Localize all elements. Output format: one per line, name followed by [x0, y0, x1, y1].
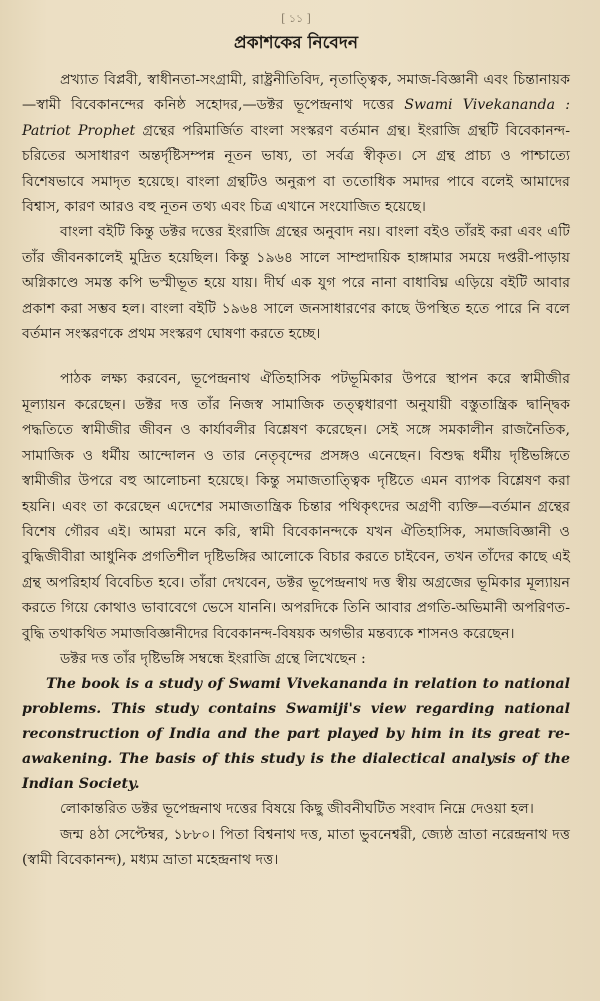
page-number: [ ১১ ]	[281, 12, 311, 25]
paragraph-intro-part1: প্রখ্যাত বিপ্লবী, স্বাধীনতা-সংগ্রামী, রাষ্ট্রনীতিবিদ, নৃতাত্ত্বিক, সমাজ-বিজ্ঞানী এবং চিন্তানায়ক—স্বামী বিবেকানন্দের কনিষ্ঠ সহোদর,—ডক্টর ভূপেন্দ্রনাথ দত্তের	[22, 72, 570, 114]
quote-intro-line: ডক্টর দত্ত তাঁর দৃষ্টিভঙ্গি সম্বন্ধে ইংরাজি গ্রন্থে লিখেছেন :	[60, 650, 366, 667]
paragraph-bengali-edition: বাংলা বইটি কিন্তু ডক্টর দত্তের ইংরাজি গ্রন্থের অনুবাদ নয়। বাংলা বইও তাঁরই করা এবং এটি তাঁর জীবনকালেই মুদ্রিত হয়েছিল। কিন্তু ১৯৬৪ সালে সাম্প্রদায়িক হাঙ্গামার সময়ে দপ্তরী-পাড়ায় অগ্নিকাণ্ডে সমস্ত কপি ভস্মীভূত হয়ে যায়। দীর্ঘ এক যুগ পরে নানা বাধাবিঘ্ন এড়িয়ে বইটি আবার প্রকাশ করা সম্ভব হল। বাংলা বইটি ১৯৬৪ সালে জনসাধারণের কাছে উপস্থিত হতে পারে নি বলে বর্তমান সংস্করণকে প্রথম সংস্করণ ঘোষণা করতে হচ্ছে।	[22, 224, 570, 343]
book-title-english: Swami Vivekananda : Patriot Prophet	[22, 97, 570, 139]
paragraph-biography-intro: লোকান্তরিত ডক্টর ভূপেন্দ্রনাথ দত্তের বিষয়ে কিছু জীবনীঘটিত সংবাদ নিম্নে দেওয়া হল।	[60, 801, 534, 818]
paragraph-gap	[22, 347, 570, 367]
paragraph-birth-details: জন্ম ৪ঠা সেপ্টেম্বর, ১৮৮০। পিতা বিশ্বনাথ দত্ত, মাতা ভুবনেশ্বরী, জ্যেষ্ঠ ভ্রাতা নরেন্দ্রনাথ দত্ত (স্বামী বিবেকানন্দ), মধ্যম ভ্রাতা মহেন্দ্রনাথ দত্ত।	[22, 826, 570, 869]
paragraph-intro	[22, 68, 570, 220]
paragraph-assessment: পাঠক লক্ষ্য করবেন, ভূপেন্দ্রনাথ ঐতিহাসিক পটভূমিকার উপরে স্থাপন করে স্বামীজীর মূল্যায়ন করেছেন। ডক্টর দত্ত তাঁর নিজস্ব সামাজিক তত্ত্বধারণা অনুযায়ী বস্তুতান্ত্রিক দ্বান্দ্বিক পদ্ধতিতে স্বামীজীর জীবন ও কার্যাবলীর বিশ্লেষণ করেছেন। সেই সঙ্গে সমকালীন রাজনৈতিক, সামাজিক ও ধর্মীয় আন্দোলন ও তার নেতৃবৃন্দের প্রসঙ্গও এনেছেন। বিশুদ্ধ ধর্মীয় দৃষ্টিভঙ্গিতে স্বামীজীর উপরে বহু আলোচনা হয়েছে। কিন্তু সমাজতাত্ত্বিক দৃষ্টিতে এমন ব্যাপক বিশ্লেষণ করা হয়নি। এবং তা করেছেন এদেশের সমাজতান্ত্রিক চিন্তার পথিকৃৎদের অগ্রণী ব্যক্তি—বর্তমান গ্রন্থের বিশেষ গৌরব এই। আমরা মনে করি, স্বামী বিবেকানন্দকে যখন ঐতিহাসিক, সমাজবিজ্ঞানী ও বুদ্ধিজীবীরা আধুনিক প্রগতিশীল দৃষ্টিভঙ্গির আলোকে বিচার করতে চাইবেন, তখন তাঁদের কাছে এই গ্রন্থ অপরিহার্য বিবেচিত হবে। তাঁরা দেখবেন, ডক্টর ভূপেন্দ্রনাথ দত্ত স্বীয় অগ্রজের ভূমিকার মূল্যায়ন করতে গিয়ে কোথাও ভাবাবেগে ভেসে যাননি। অপরদিকে তিনি আবার প্রগতি-অভিমানী অপরিণত-বুদ্ধি তথাকথিত সমাজবিজ্ঞানীদের বিবেকানন্দ-বিষয়ক অগভীর মন্তব্যকে শাসনও করেছেন।	[22, 371, 570, 642]
english-quote: The book is a study of Swami Vivekananda in relation to national problems. This study contains Swamiji's view regarding national reconstruction of India and the part played by him in its great re-awakening. The basis of this study is the dialectical analysis of the Indian Society.	[22, 676, 570, 793]
page-title: প্রকাশকের নিবেদন	[234, 33, 358, 53]
paragraph-intro-part2: গ্রন্থের পরিমার্জিত বাংলা সংস্করণ বর্তমান গ্রন্থ। ইংরাজি গ্রন্থটি বিবেকানন্দ-চরিতের অসাধারণ অন্তর্দৃষ্টিসম্পন্ন নূতন ভাষ্য, তা সর্বত্র স্বীকৃত। সে গ্রন্থ প্রাচ্য ও পাশ্চাত্যে বিশেষভাবে সমাদৃত হয়েছে। বাংলা গ্রন্থটিও অনুরূপ বা ততোধিক সমাদর পাবে বলেই আমাদের বিশ্বাস, কারণ আরও বহু নূতন তথ্য এবং চিত্র এখানে সংযোজিত হয়েছে।	[22, 122, 570, 216]
